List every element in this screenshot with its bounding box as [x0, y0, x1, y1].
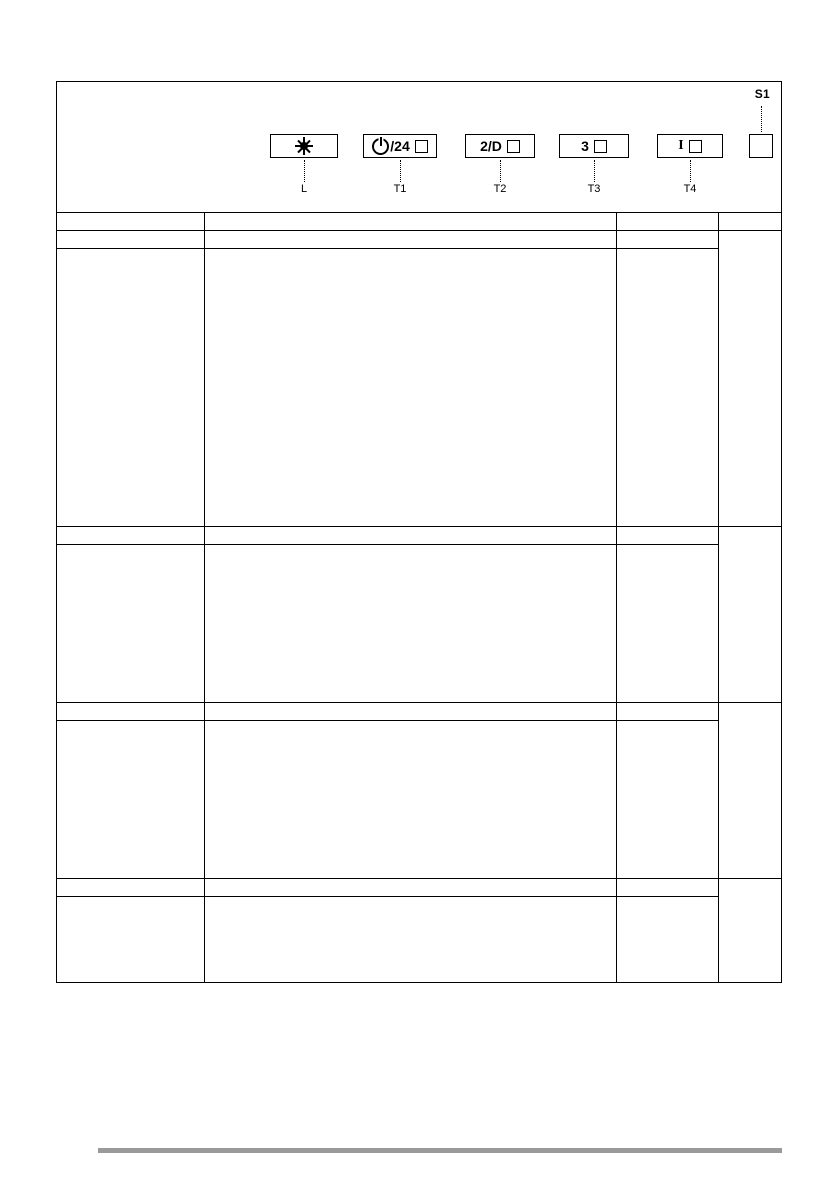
cell-c — [616, 703, 718, 721]
cell-c — [616, 527, 718, 545]
cell-a — [57, 879, 205, 897]
cell-a — [57, 545, 205, 703]
table-row — [57, 527, 782, 545]
cell-b — [205, 703, 617, 721]
panel-tag-l: L — [300, 183, 308, 195]
panel-button-row — [57, 134, 781, 160]
panel-key-t2-label: 2/D — [480, 138, 502, 154]
panel-key-speed-2[interactable] — [465, 134, 535, 158]
cell-a — [57, 213, 205, 231]
cell-d — [718, 527, 781, 703]
footer-rule — [98, 1148, 782, 1153]
panel-key-light[interactable] — [270, 134, 338, 158]
panel-label-s1: S1 — [754, 87, 770, 101]
panel-key-t1-label: /24 — [390, 138, 410, 154]
cell-a — [57, 231, 205, 249]
table-row — [57, 703, 782, 721]
table-row — [57, 545, 782, 703]
cell-c — [616, 249, 718, 527]
control-panel-cell — [57, 82, 782, 213]
panel-key-intensive[interactable] — [657, 134, 723, 158]
cell-c — [616, 545, 718, 703]
cell-c — [616, 231, 718, 249]
cell-a — [57, 249, 205, 527]
cell-c — [616, 897, 718, 983]
panel-tag-t4: T4 — [683, 183, 697, 195]
power-icon — [372, 138, 389, 155]
cell-c — [616, 879, 718, 897]
leader-t4 — [690, 160, 691, 182]
indicator-square-t1 — [415, 140, 428, 153]
cell-a — [57, 527, 205, 545]
table-row — [57, 231, 782, 249]
panel-tag-t1: T1 — [393, 183, 407, 195]
panel-key-s1[interactable] — [749, 134, 773, 158]
leader-s1 — [761, 106, 762, 132]
cell-a — [57, 721, 205, 879]
cell-b — [205, 545, 617, 703]
specification-table — [56, 81, 782, 983]
cell-a — [57, 897, 205, 983]
indicator-square-t2 — [507, 140, 520, 153]
control-panel — [57, 82, 781, 212]
panel-key-t3-label: 3 — [581, 138, 589, 154]
leader-t1 — [400, 160, 401, 182]
cell-b — [205, 231, 617, 249]
leader-l — [304, 160, 305, 182]
panel-tag-t3: T3 — [587, 183, 601, 195]
cell-b — [205, 249, 617, 527]
table-row — [57, 879, 782, 897]
table-row — [57, 897, 782, 983]
table-row — [57, 721, 782, 879]
leader-t3 — [594, 160, 595, 182]
indicator-square-t3 — [594, 140, 607, 153]
cell-c — [616, 721, 718, 879]
panel-key-power-24[interactable] — [363, 134, 437, 158]
cell-b — [205, 897, 617, 983]
table-row — [57, 213, 782, 231]
cell-b — [205, 213, 617, 231]
panel-tag-t2: T2 — [493, 183, 507, 195]
leader-t2 — [500, 160, 501, 182]
panel-key-t4-label: I — [678, 138, 684, 153]
cell-d — [718, 703, 781, 879]
table-row — [57, 249, 782, 527]
panel-illustration-row — [57, 82, 782, 213]
cell-a — [57, 703, 205, 721]
indicator-square-t4 — [689, 140, 702, 153]
cell-d — [718, 879, 781, 983]
cell-d — [718, 213, 781, 231]
cell-d — [718, 231, 781, 527]
cell-c — [616, 213, 718, 231]
cell-b — [205, 721, 617, 879]
cell-b — [205, 879, 617, 897]
cell-b — [205, 527, 617, 545]
lamp-icon — [295, 137, 313, 155]
panel-key-speed-3[interactable] — [559, 134, 629, 158]
